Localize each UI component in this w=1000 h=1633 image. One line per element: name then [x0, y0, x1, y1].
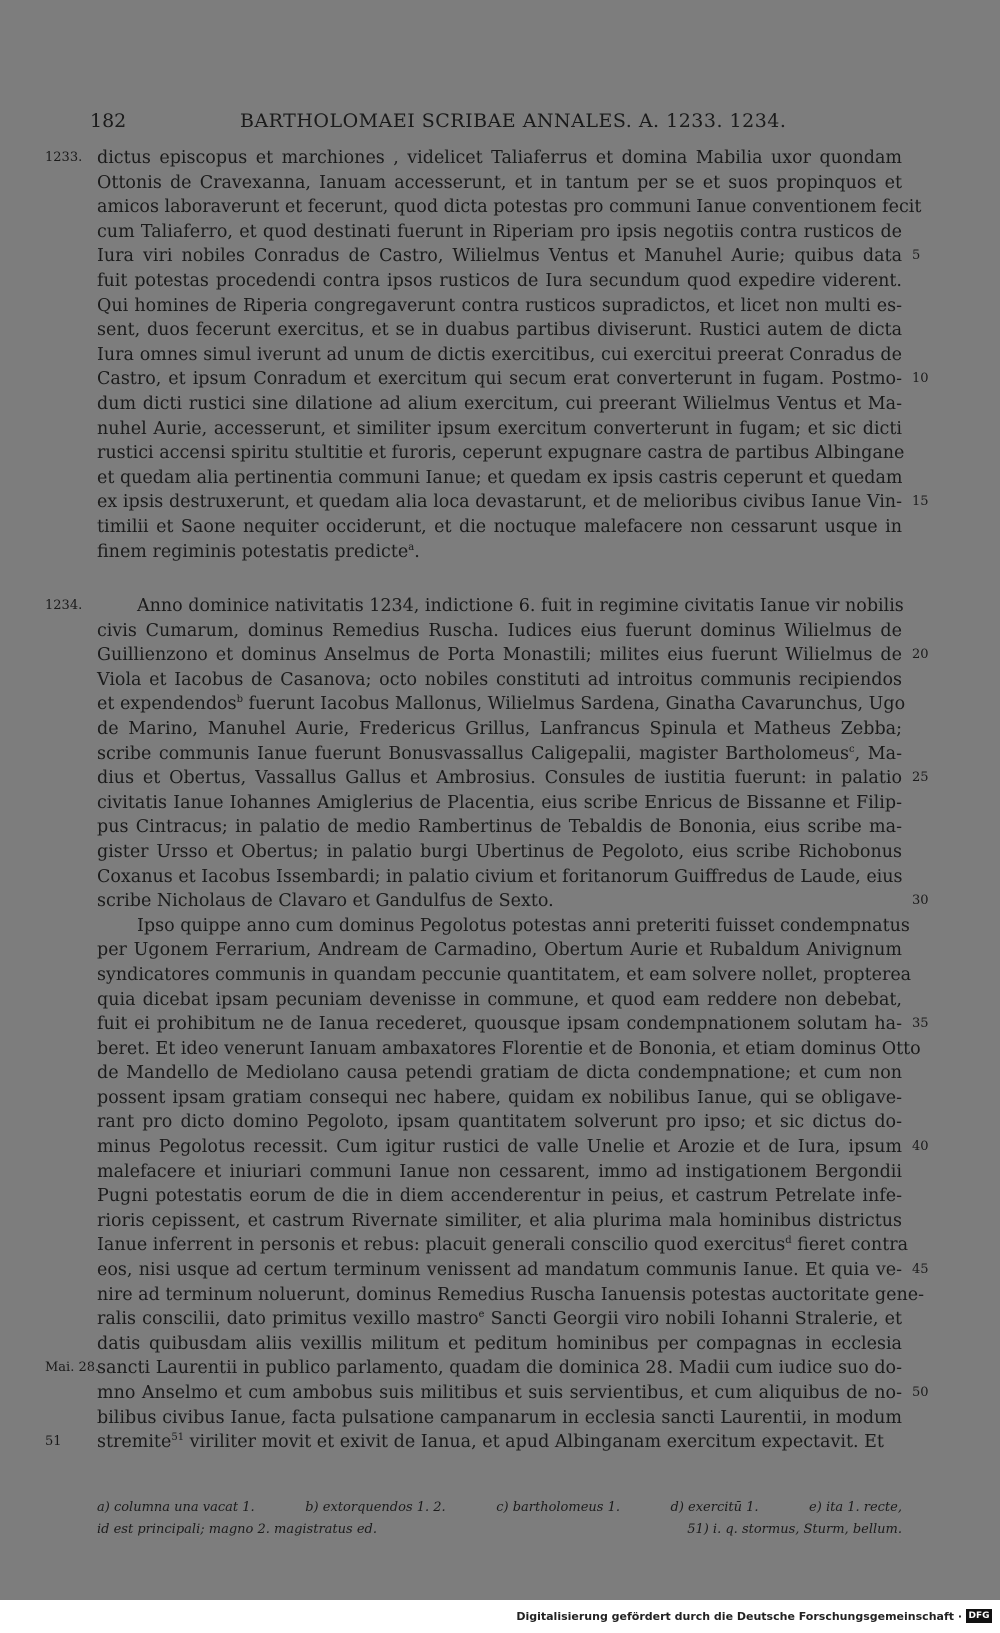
text-line [97, 914, 910, 939]
line-text: Iura omnes simul iverunt ad unum de dictis exercitibus, cui exercitui preerat Conradus de [97, 344, 902, 365]
line-text: sent, duos fecerunt exercitus, et se in duabus partibus diviserunt. Rustici autem de dicta [97, 320, 902, 341]
text-line [97, 1160, 902, 1185]
footnote-row-2 [97, 1519, 902, 1541]
line-text: scribe Nicholaus de Clavaro et Gandulfus de Sexto. [97, 891, 554, 912]
text-line [45, 594, 904, 619]
text-line [97, 1332, 902, 1357]
text-line [97, 515, 902, 540]
text-line [97, 1012, 929, 1037]
line-text: pus Cintracus; in palatio de medio Rambertinus de Tebaldis de Bononia, eius scribe ma- [97, 817, 902, 838]
line-number: 10 [912, 371, 929, 387]
text-line [97, 865, 902, 890]
line-text: Qui homines de Riperia congregaverunt contra rusticos supradictos, et licet non multi es- [97, 295, 902, 316]
footnote-marker: d [785, 1235, 792, 1247]
line-text: cum Taliaferro, et quod destinati fuerunt in Riperiam pro ipsis negotiis contra rusticos de [97, 221, 902, 242]
line-text: syndicatores communis in quandam peccunie quantitatem, et eam solvere nollet, propterea [97, 964, 912, 985]
line-text: Guillienzono et dominus Anselmus de Porta Monastili; milites eius fuerunt Wilielmus de [97, 645, 902, 666]
line-number: 30 [912, 893, 929, 909]
line-text: beret. Et ideo venerunt Ianuam ambaxatores Florentie et de Bononia, et etiam dominus Otto [97, 1038, 921, 1059]
footnote-marker: c [849, 743, 855, 755]
text-line [97, 1381, 929, 1406]
line-text: dum dicti rustici sine dilatione ad alium exercitum, cui preerant Wilielmus Ventus et Ma- [97, 393, 902, 414]
text-line [97, 1283, 925, 1308]
line-text: de Marino, Manuhel Aurie, Fredericus Grillus, Lanfrancus Spinula et Matheus Zebba; [97, 718, 902, 739]
line-text: Coxanus et Iacobus Issembardi; in palatio civium et foritanorum Guiffredus de Laude, eius [97, 866, 903, 887]
line-text: ralis conscilii, dato primitus vexillo mastro [97, 1309, 479, 1330]
footnote: id est principali; magno 2. magistratus ed. [97, 1522, 377, 1537]
text-line [97, 466, 902, 491]
line-text: de Mandello de Mediolano causa petendi gratiam de dicta condempnatione; et cum non [97, 1063, 902, 1084]
text-line [97, 619, 902, 644]
line-number: 25 [912, 770, 929, 786]
line-text: et quedam alia pertinentia communi Ianue; et quedam ex ipsis castris ceperunt et quedam [97, 467, 903, 488]
line-text: civitatis Ianue Iohannes Amiglerius de Placentia, eius scribe Enricus de Bissanne et Filip- [97, 792, 902, 813]
line-text-tail: viriliter movit et exivit de Ianua, et apud Albinganam exercitum expectavit. Et [184, 1432, 884, 1453]
line-text: Pugni potestatis eorum de die in diem accenderentur in peius, et castrum Petrelate infe- [97, 1186, 902, 1207]
text-line [97, 220, 902, 245]
line-text: fuit potestas procedendi contra ipsos rusticos de Iura secundum quod expedire viderent. [97, 270, 902, 291]
text-line [97, 1037, 921, 1062]
line-text: sancti Laurentii in publico parlamento, quadam die dominica 28. Madii cum iudice suo do- [97, 1358, 902, 1379]
line-text: eos, nisi usque ad certum terminum venissent ad mandatum communis Ianue. Et quia ve- [97, 1260, 902, 1281]
line-text-tail: fieret contra [791, 1235, 909, 1256]
line-text: ex ipsis destruxerunt, et quedam alia loca devastarunt, et de melioribus civibus Ianue Vin- [97, 492, 902, 513]
footnote-marker: b [236, 694, 243, 706]
footnote: d) exercitū 1. [670, 1500, 759, 1515]
text-line [97, 343, 902, 368]
line-text: minus Pegolotus recessit. Cum igitur rustici de valle Unelie et Arozie et de Iura, ipsum [97, 1137, 902, 1158]
line-text: quia dicebat ipsam pecuniam devenisse in commune, et quod eam reddere non debebat, [97, 989, 902, 1010]
text-line [97, 1135, 929, 1160]
line-text: datis quibusdam aliis vexillis militum et peditum hominibus per compagnas in ecclesia [97, 1333, 902, 1354]
line-text: bilibus civibus Ianue, facta pulsatione campanarum in ecclesia sancti Laurentii, in modum [97, 1407, 902, 1428]
footnotes [97, 1497, 902, 1541]
line-number: 5 [912, 248, 921, 264]
line-text: rustici accensi spiritu stultitie et furoris, ceperunt expugnare castra de partibus Albingane [97, 443, 905, 464]
line-text: timilii et Saone nequiter occiderunt, et die noctuque malefacere non cessarunt usque in [97, 516, 902, 537]
margin-note-left: 1234. [45, 598, 83, 613]
text-line [97, 766, 929, 791]
line-text: rant pro dicto domino Pegoloto, ipsam quantitatem solverunt pro ipso; et sic dictus do- [97, 1112, 902, 1133]
text-line [97, 1233, 909, 1258]
text-line [97, 1307, 902, 1332]
dfg-credit: Digitalisierung gefördert durch die Deutsche Forschungsgemeinschaft · [516, 1610, 962, 1623]
line-text: fuit ei prohibitum ne de Ianua recederet, quousque ipsam condempnationem solutam ha- [97, 1014, 902, 1035]
line-text: Ianue inferrent in personis et rebus: placuit generali conscilio quod exercitus [97, 1235, 786, 1256]
footnote-marker: 51 [171, 1432, 185, 1444]
text-line [97, 294, 902, 319]
line-text-tail: fuerunt Iacobus Mallonus, Wilielmus Sardena, Ginatha Cavarunchus, Ugo [242, 694, 906, 715]
line-text: finem regiminis potestatis predicte [97, 541, 409, 562]
margin-note-left: 51 [45, 1434, 62, 1450]
text-line [97, 1258, 929, 1283]
text-line [97, 988, 902, 1013]
text-block-1234 [45, 594, 929, 1455]
line-text: Ottonis de Cravexanna, Ianuam accesserunt, et in tantum per se et suos propinquos et [97, 172, 902, 193]
page-header [90, 110, 910, 136]
text-line [97, 392, 902, 417]
line-text: nuhel Aurie, accesserunt, et similiter ipsum exercitum converterunt in fugam; et sic dicti [97, 418, 902, 439]
footnote: a) columna una vacat 1. [97, 1500, 255, 1515]
line-number: 50 [912, 1385, 929, 1400]
footnote-marker: a [408, 541, 415, 553]
footnote: 51) i. q. stormus, Sturm, bellum. [687, 1522, 902, 1537]
line-text-tail: Sancti Georgii viro nobili Iohanni Stralerie, et [484, 1309, 902, 1330]
line-text: Viola et Iacobus de Casanova; octo nobiles constituti ad introitus communis recipiendos [97, 669, 902, 690]
line-text: dius et Obertus, Vassallus Gallus et Ambrosius. Consules de iustitia fuerunt: in palatio [97, 768, 902, 789]
text-line [97, 1406, 902, 1431]
line-text: malefacere et iniuriari communi Ianue non cessarent, immo ad instigationem Bergondii [97, 1161, 902, 1182]
line-text: scribe communis Ianue fuerunt Bonusvassallus Caligepalii, magister Bartholomeus [97, 743, 850, 764]
line-number: 15 [912, 494, 929, 510]
line-text: stremite [97, 1432, 172, 1453]
text-line [97, 490, 929, 515]
line-text: Castro, et ipsum Conradum et exercitum qui secum erat converterunt in fugam. Postmo- [97, 369, 902, 390]
text-block-1233 [45, 146, 929, 564]
line-text: amicos laboraverunt et fecerunt, quod dicta potestas pro communi Ianue conventionem fecit [97, 197, 922, 218]
digitization-bar [0, 1600, 1000, 1633]
text-line [97, 367, 929, 392]
page-number: 182 [90, 110, 127, 132]
text-line [97, 540, 902, 565]
text-line [97, 1209, 902, 1234]
line-number: 45 [912, 1262, 929, 1278]
text-line [97, 938, 902, 963]
text-line [97, 195, 922, 220]
line-text-tail: , Ma- [854, 743, 903, 764]
line-text: et expendendos [97, 694, 237, 715]
text-line [97, 692, 906, 717]
dfg-logo-icon: DFG [966, 1609, 992, 1623]
line-text: civis Cumarum, dominus Remedius Ruscha. Iudices eius fuerunt dominus Wilielmus de [97, 620, 902, 641]
line-text: Ipso quippe anno cum dominus Pegolotus potestas anni preteriti fuisset condempnatus [137, 915, 910, 936]
line-text: Anno dominice nativitatis 1234, indictione 6. fuit in regimine civitatis Ianue vir nobilis [137, 596, 904, 616]
text-line [97, 1184, 902, 1209]
line-text: possent ipsam gratiam consequi nec habere, quidam ex nobilibus Ianue, qui se obligave- [97, 1087, 902, 1108]
text-line [97, 668, 902, 693]
text-line [97, 717, 902, 742]
running-title: BARTHOLOMAEI SCRIBAE ANNALES. A. 1233. 1234. [240, 110, 787, 132]
text-line [97, 244, 921, 269]
text-line [97, 1061, 902, 1086]
text-line [97, 269, 902, 294]
text-line [97, 441, 905, 466]
text-line [97, 643, 929, 668]
text-line [97, 791, 902, 816]
footnote-row-1 [97, 1497, 902, 1519]
line-text: Iura viri nobiles Conradus de Castro, Wilielmus Ventus et Manuhel Aurie; quibus data [97, 246, 902, 267]
text-line [97, 815, 902, 840]
line-number: 40 [912, 1139, 929, 1155]
line-text: gister Ursso et Obertus; in palatio burgi Ubertinus de Pegoloto, eius scribe Richobonus [97, 841, 902, 862]
text-line [45, 1356, 902, 1381]
footnote-marker: e [478, 1309, 485, 1321]
footnote: b) extorquendos 1. 2. [305, 1500, 446, 1515]
text-line [97, 1086, 902, 1111]
text-line [97, 889, 929, 914]
footnote: c) bartholomeus 1. [496, 1500, 620, 1515]
margin-note-left: Mai. 28. [45, 1360, 100, 1376]
text-line [97, 171, 902, 196]
line-number: 20 [912, 647, 929, 663]
line-text: dictus episcopus et marchiones , videlicet Taliaferrus et domina Mabilia uxor quondam [97, 148, 902, 168]
text-line [97, 417, 902, 442]
text-line [97, 318, 902, 343]
footnote: e) ita 1. recte, [809, 1500, 902, 1515]
line-text: per Ugonem Ferrarium, Andream de Carmadino, Obertum Aurie et Rubaldum Anivignum [97, 940, 902, 961]
text-line [97, 963, 912, 988]
line-text: nire ad terminum noluerunt, dominus Remedius Ruscha Ianuensis potestas auctoritate gene- [97, 1284, 925, 1305]
line-text: rioris cepissent, et castrum Rivernate similiter, et alia plurima mala hominibus districtus [97, 1210, 902, 1231]
line-number: 35 [912, 1016, 929, 1032]
text-line [45, 1430, 902, 1455]
text-line [97, 840, 902, 865]
text-line [97, 1110, 902, 1135]
line-text: mno Anselmo et cum ambobus suis militibus et suis servientibus, et cum aliquibus de no- [97, 1383, 902, 1403]
text-line [45, 146, 902, 171]
margin-note-left: 1233. [45, 150, 83, 165]
line-text-tail: . [414, 541, 420, 562]
text-line [97, 742, 902, 767]
